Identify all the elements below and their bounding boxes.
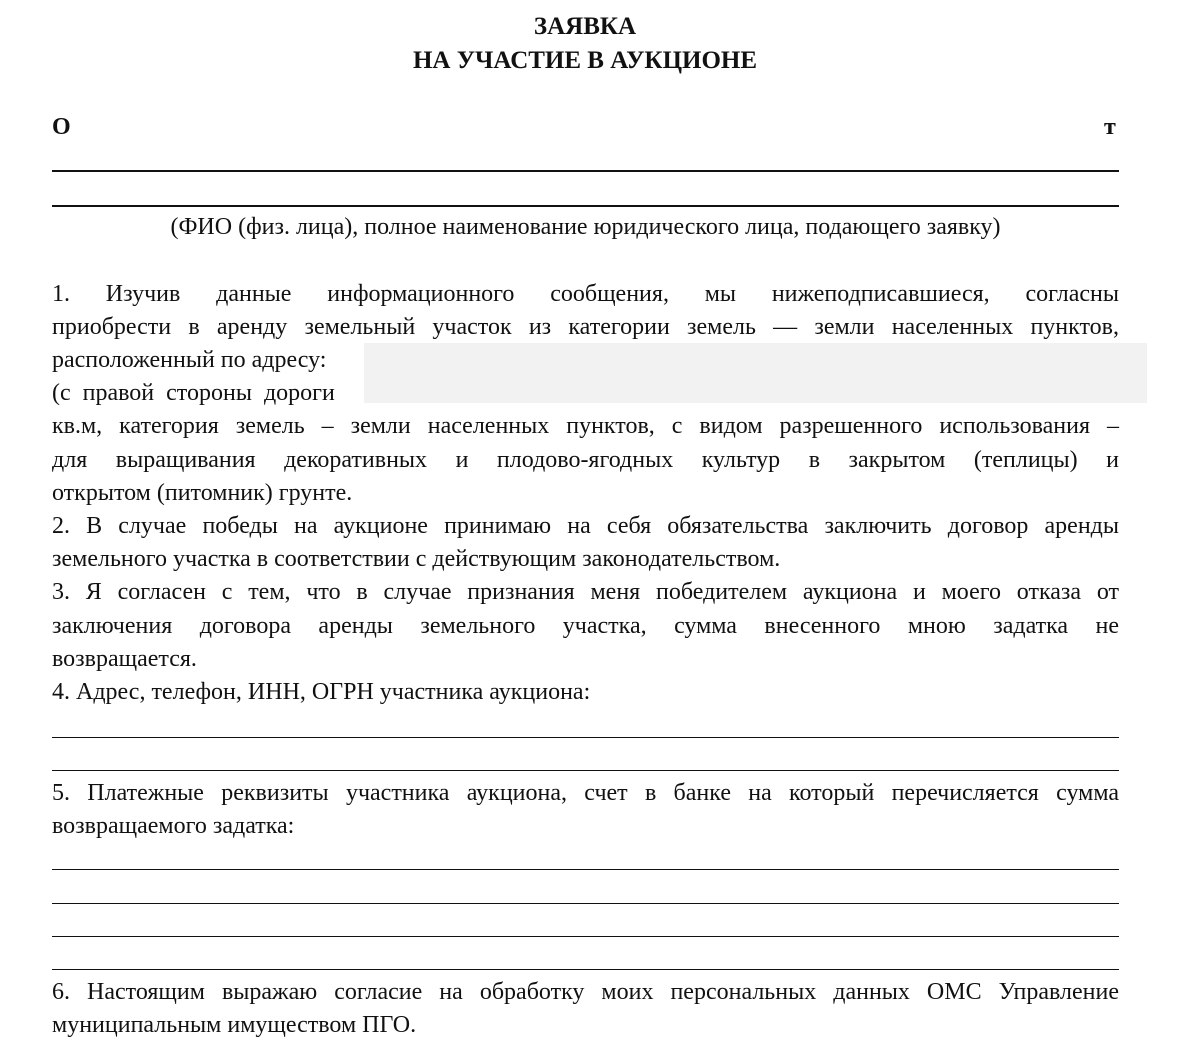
bank-details-line[interactable] — [52, 903, 1119, 904]
paragraph-line: возвращаемого задатка: — [52, 813, 295, 839]
paragraph-line: 4. Адрес, телефон, ИНН, ОГРН участника аукциона: — [52, 679, 591, 705]
paragraph-line: приобрести в аренду земельный участок из категории земель — земли населенных пунктов, — [52, 314, 1119, 340]
paragraph-line: муниципальным имуществом ПГО. — [52, 1012, 417, 1038]
paragraph-line: расположенный по адресу: — [52, 347, 327, 373]
document-subtitle: НА УЧАСТИЕ В АУКЦИОНЕ — [412, 47, 758, 74]
paragraph-line: 6. Настоящим выражаю согласие на обработку моих персональных данных ОМС Управление — [52, 979, 1119, 1005]
paragraph-line: кв.м, категория земель – земли населенных пунктов, с видом разрешенного использования – — [52, 413, 1119, 439]
paragraph-line: открытом (питомник) грунте. — [52, 480, 353, 506]
redacted-address-block — [364, 343, 1147, 403]
paragraph-line: возвращается. — [52, 646, 197, 672]
paragraph-line: 1. Изучив данные информационного сообщения, мы нижеподписавшиеся, согласны — [52, 281, 1119, 307]
paragraph-line: для выращивания декоративных и плодово-ягодных культур в закрытом (теплицы) и — [52, 447, 1119, 473]
from-label-start: О — [52, 114, 71, 140]
paragraph-line: 5. Платежные реквизиты участника аукциона, счет в банке на который перечисляется сумма — [52, 780, 1119, 806]
document-title: ЗАЯВКА — [533, 13, 637, 40]
paragraph-line: 3. Я согласен с тем, что в случае признания меня победителем аукциона и моего отказа от — [52, 579, 1119, 605]
paragraph-line: 2. В случае победы на аукционе принимаю на себя обязательства заключить договор аренды — [52, 513, 1119, 539]
applicant-name-line[interactable] — [52, 170, 1119, 172]
paragraph-line: заключения договора аренды земельного участка, сумма внесенного мною задатка не — [52, 613, 1119, 639]
applicant-caption: (ФИО (физ. лица), полное наименование юридического лица, подающего заявку) — [170, 214, 1001, 240]
paragraph-line: (с правой стороны дороги — [52, 380, 335, 406]
paragraph-line: земельного участка в соответствии с действующим законодательством. — [52, 546, 781, 572]
bank-details-line[interactable] — [52, 869, 1119, 870]
bank-details-line[interactable] — [52, 969, 1119, 970]
contact-info-line[interactable] — [52, 737, 1119, 738]
bank-details-line[interactable] — [52, 936, 1119, 937]
from-label-end: т — [1104, 114, 1116, 140]
contact-info-line[interactable] — [52, 770, 1119, 771]
applicant-name-line[interactable] — [52, 205, 1119, 207]
